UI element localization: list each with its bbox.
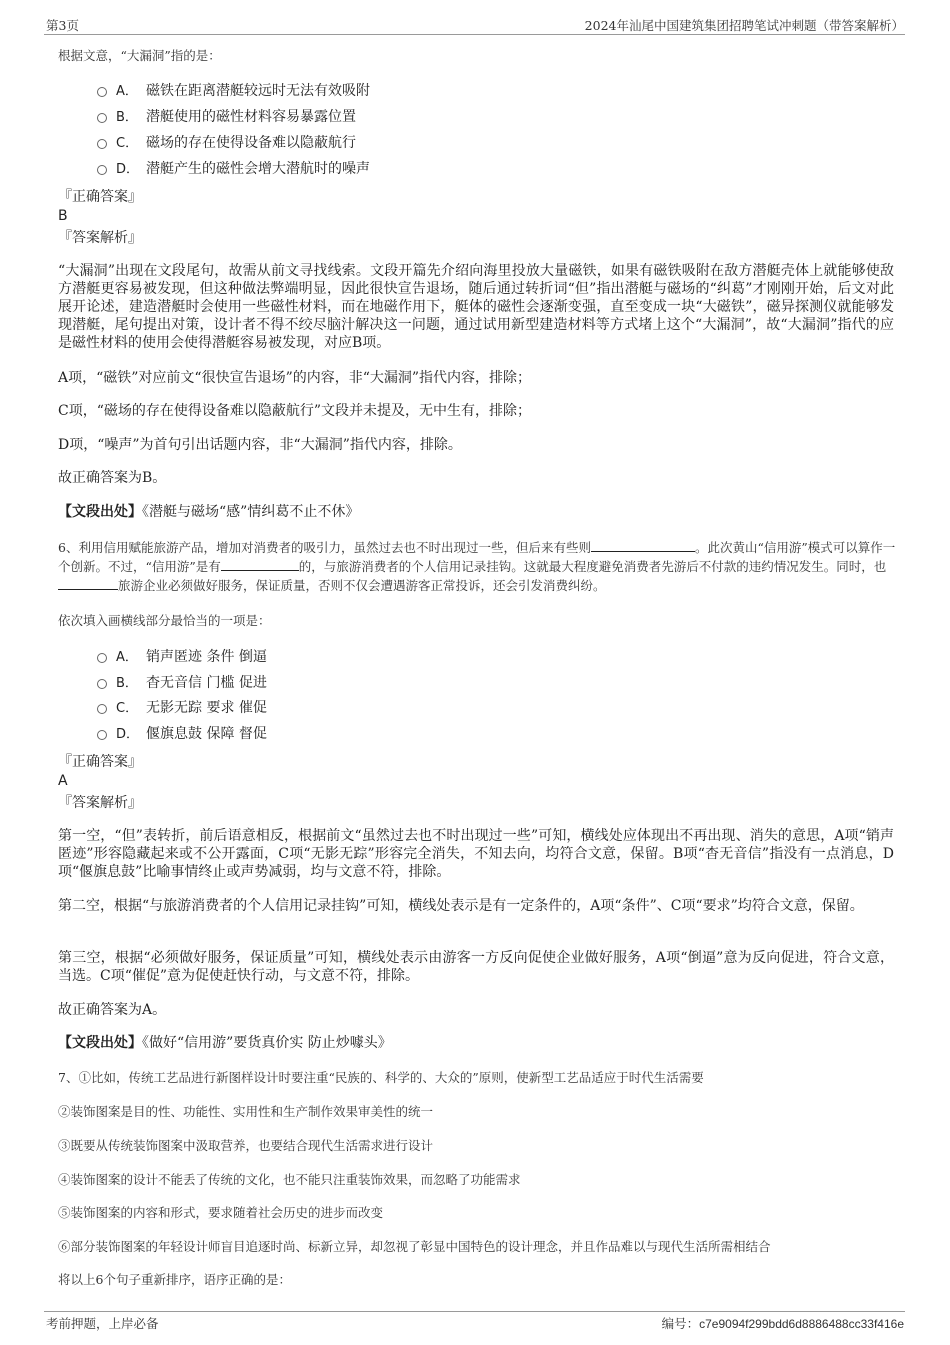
q7-sentence-5: ⑤装饰图案的内容和形式，要求随着社会历史的进步而改变 bbox=[58, 1205, 384, 1220]
q5-answer: B bbox=[58, 208, 68, 224]
radio-icon[interactable] bbox=[97, 139, 107, 149]
option-letter: D． bbox=[116, 162, 140, 177]
q6-prompt: 依次填入画横线部分最恰当的一项是： bbox=[58, 613, 271, 628]
radio-icon[interactable] bbox=[97, 165, 107, 175]
footer-slogan: 考前押题，上岸必备 bbox=[46, 1316, 159, 1331]
footer-code bbox=[662, 1314, 904, 1332]
code-label: 编号： bbox=[661, 1316, 700, 1331]
page-number: 第3页 bbox=[46, 18, 79, 33]
q7-sentence-4: ④装饰图案的设计不能丢了传统的文化，也不能只注重装饰效果，而忽略了功能需求 bbox=[58, 1172, 521, 1187]
q5-analysis-main: “大漏洞”出现在文段尾句，故需从前文寻找线索。文段开篇先介绍向海里投放大量磁铁，如果有磁铁吸附在敌方潜艇壳体上就能够使敌方潜艇更容易被发现，但这种做法弊端明显，因此很快宣告退场，随后通过转折词“但”指出潜艇与磁场的“纠葛”才刚刚开始，后文对此展开论述，建造潜艇时会使用一些磁性材料，而在地磁作用下，艇体的磁性会逐渐变强，直至变成一块“大磁铁”，磁异探测仪就能够发现潜艇，尾句提出对策，设计者不得不绞尽脑汁解决这一问题，通过试用新型建造材料等方式堵上这个“大漏洞”，故“大漏洞”指代的应是磁性材料的使用会使得潜艇容易被发现，对应B项。 bbox=[58, 263, 894, 351]
q6-answer-label: 『正确答案』 bbox=[58, 754, 142, 770]
q6-option-a[interactable] bbox=[97, 648, 267, 667]
header-rule bbox=[44, 34, 905, 35]
source-label: 【文段出处】 bbox=[58, 1035, 142, 1051]
q5-option-b[interactable] bbox=[97, 108, 356, 127]
q6-conclusion: 故正确答案为A。 bbox=[58, 1002, 167, 1018]
document-title: 2024年汕尾中国建筑集团招聘笔试冲刺题（带答案解析） bbox=[584, 18, 904, 33]
radio-icon[interactable] bbox=[97, 87, 107, 97]
option-text: 潜艇使用的磁性材料容易暴露位置 bbox=[146, 109, 356, 125]
q7-prompt: 将以上6个句子重新排序，语序正确的是： bbox=[58, 1272, 291, 1287]
q5-stem: 根据文意，“大漏洞”指的是： bbox=[58, 48, 221, 63]
source-label: 【文段出处】 bbox=[58, 504, 142, 520]
blank-line bbox=[58, 577, 118, 590]
radio-icon[interactable] bbox=[97, 730, 107, 740]
q6-option-b[interactable] bbox=[97, 674, 267, 693]
q5-option-c[interactable] bbox=[97, 134, 356, 153]
q6-analysis-blank2: 第二空，根据“与旅游消费者的个人信用记录挂钩”可知，横线处表示是有一定条件的，A项“条件”、C项“要求”均符合文意，保留。 bbox=[58, 898, 864, 914]
option-text: 杳无音信 门槛 促进 bbox=[146, 675, 267, 691]
q5-analysis-c: C项，“磁场的存在使得设备难以隐蔽航行”文段并未提及，无中生有，排除； bbox=[58, 403, 532, 419]
q6-analysis-blank3: 第三空，根据“必须做好服务，保证质量”可知，横线处表示由游客一方反向促使企业做好服务，A项“倒逼”意为反向促进，符合文意，当选。C项“催促”意为促使赶快行动，与文意不符，排除。 bbox=[58, 950, 894, 984]
q5-answer-label: 『正确答案』 bbox=[58, 189, 142, 205]
q5-analysis-d: D项，“噪声”为首句引出话题内容，非“大漏洞”指代内容，排除。 bbox=[58, 437, 462, 453]
radio-icon[interactable] bbox=[97, 704, 107, 714]
option-text: 潜艇产生的磁性会增大潜航时的噪声 bbox=[146, 161, 370, 177]
q5-option-d[interactable] bbox=[97, 160, 370, 179]
radio-icon[interactable] bbox=[97, 653, 107, 663]
source-text: 《做好“信用游”要货真价实 防止炒噱头》 bbox=[142, 1035, 392, 1051]
q6-stem-part: 6、利用信用赋能旅游产品，增加对消费者的吸引力，虽然过去也不时出现过一些，但后来有些则 bbox=[58, 540, 591, 555]
code-value: c7e9094f299bdd6d8886488cc33f416e bbox=[699, 1317, 904, 1331]
q6-stem-part: 旅游企业必须做好服务，保证质量，否则不仅会遭遇游客正常投诉，还会引发消费纠纷。 bbox=[118, 578, 606, 593]
q6-option-c[interactable] bbox=[97, 699, 267, 718]
q6-analysis-blank1: 第一空，“但”表转折，前后语意相反，根据前文“虽然过去也不时出现过一些”可知，横线处应体现出不再出现、消失的意思，A项“销声匿迹”形容隐藏起来或不公开露面，C项“无影无踪”形容完全消失，不知去向，均符合文意，保留。B项“杳无音信”指没有一点消息，D项“偃旗息鼓”比喻事情终止或声势减弱，均与文意不符，排除。 bbox=[58, 828, 894, 880]
q6-source bbox=[58, 1034, 894, 1052]
blank-line bbox=[591, 539, 695, 552]
q6-stem bbox=[58, 538, 900, 595]
q5-option-a[interactable] bbox=[97, 82, 370, 101]
blank-line bbox=[221, 558, 299, 571]
q5-analysis-label: 『答案解析』 bbox=[58, 230, 142, 246]
option-letter: A． bbox=[116, 650, 138, 665]
option-letter: B． bbox=[116, 110, 138, 125]
q6-stem-part: 的，与旅游消费者的个人信用记录挂钩。这就最大程度避免消费者先游后不付款的违约情况发生。同时，也 bbox=[298, 559, 887, 574]
source-text: 《潜艇与磁场“感”情纠葛不止不休》 bbox=[142, 504, 360, 520]
q6-answer: A bbox=[58, 773, 68, 789]
option-text: 无影无踪 要求 催促 bbox=[146, 700, 267, 716]
option-letter: C． bbox=[116, 701, 139, 716]
q7-sentence-1: 7、①比如，传统工艺品进行新图样设计时要注重“民族的、科学的、大众的”原则，使新型工艺品适应于时代生活需要 bbox=[58, 1070, 704, 1085]
option-letter: A． bbox=[116, 84, 138, 99]
q5-source bbox=[58, 503, 894, 521]
footer-rule bbox=[44, 1311, 905, 1312]
q6-stem-part: 。此次黄山“信用游”模式可以算作一个创新。不过，“信用游”是有 bbox=[58, 540, 896, 574]
option-letter: B． bbox=[116, 676, 138, 691]
q6-analysis-label: 『答案解析』 bbox=[58, 795, 142, 811]
q7-sentence-3: ③既要从传统装饰图案中汲取营养，也要结合现代生活需求进行设计 bbox=[58, 1138, 434, 1153]
q6-option-d[interactable] bbox=[97, 725, 267, 744]
option-text: 销声匿迹 条件 倒逼 bbox=[146, 649, 267, 665]
q5-conclusion: 故正确答案为B。 bbox=[58, 470, 167, 486]
q5-analysis-a: A项，“磁铁”对应前文“很快宣告退场”的内容，非“大漏洞”指代内容，排除； bbox=[58, 370, 532, 386]
option-text: 偃旗息鼓 保障 督促 bbox=[146, 726, 267, 742]
q7-sentence-6: ⑥部分装饰图案的年轻设计师盲目追逐时尚、标新立异，却忽视了彰显中国特色的设计理念，并且作品难以与现代生活所需相结合 bbox=[58, 1239, 771, 1254]
option-letter: D． bbox=[116, 727, 140, 742]
option-text: 磁场的存在使得设备难以隐蔽航行 bbox=[146, 135, 356, 151]
radio-icon[interactable] bbox=[97, 113, 107, 123]
option-text: 磁铁在距离潜艇较远时无法有效吸附 bbox=[146, 83, 370, 99]
radio-icon[interactable] bbox=[97, 679, 107, 689]
option-letter: C． bbox=[116, 136, 139, 151]
q7-sentence-2: ②装饰图案是目的性、功能性、实用性和生产制作效果审美性的统一 bbox=[58, 1104, 434, 1119]
